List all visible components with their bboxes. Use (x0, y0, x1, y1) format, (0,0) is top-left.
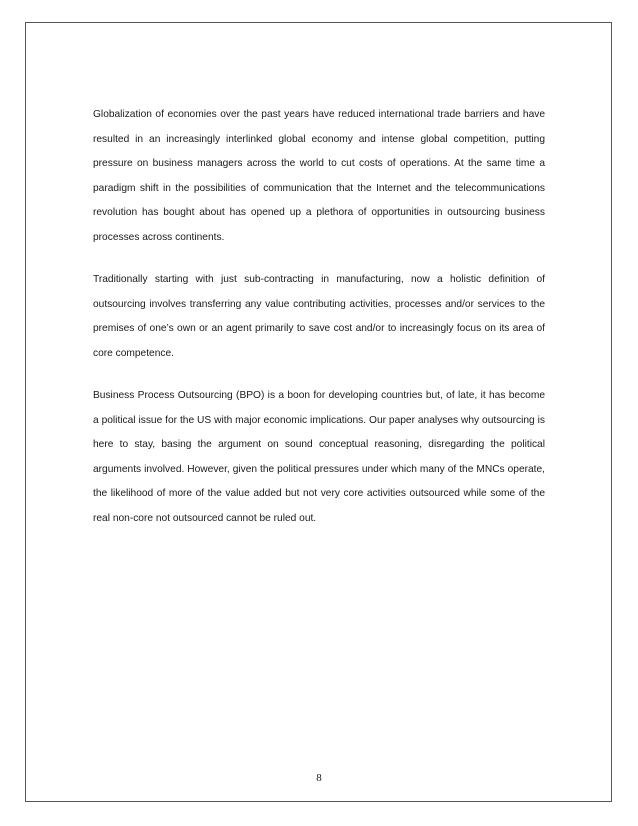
paragraph-outsourcing-definition: Traditionally starting with just sub-contracting in manufacturing, now a holistic definition of outsourcing involves transferring any value contributing activities, processes and/or services to the premises of one’s own or an agent primarily to save cost and/or to increasingly focus on its area of core competence. (93, 274, 545, 359)
paragraph-globalization: Globalization of economies over the past years have reduced international trade barriers and have resulted in an increasingly interlinked global economy and intense global competition, putting pressure on business managers across the world to cut costs of operations. At the same time a paradigm shift in the possibilities of communication that the Internet and the telecommunications revolution has bought about has opened up a plethora of opportunities in outsourcing business processes across continents. (93, 109, 545, 243)
page-number: 8 (316, 772, 322, 784)
document-body (93, 103, 545, 549)
paragraph-bpo: Business Process Outsourcing (BPO) is a boon for developing countries but, of late, it has become a political issue for the US with major economic implications. Our paper analyses why outsourcing is here to stay, basing the argument on sound conceptual reasoning, disregarding the political arguments involved. However, given the political pressures under which many of the MNCs operate, the likelihood of more of the value added but not very core activities outsourced while some of the real non-core not outsourced cannot be ruled out. (93, 390, 545, 524)
